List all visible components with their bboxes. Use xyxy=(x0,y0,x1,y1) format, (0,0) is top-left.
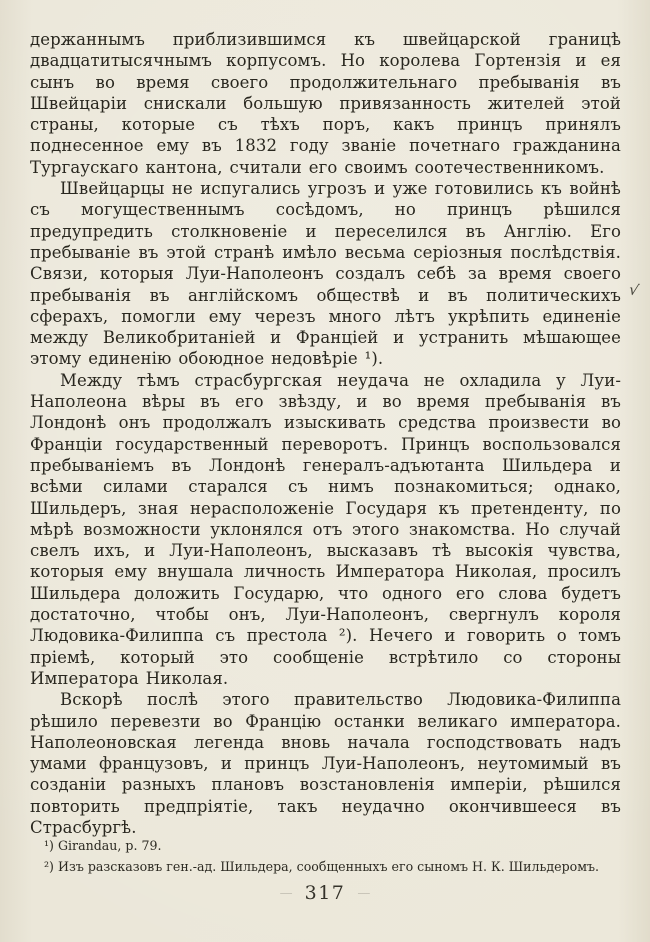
footnote-1 xyxy=(32,835,620,856)
page-footer xyxy=(0,882,650,904)
footnote-2-text: Изъ разсказовъ ген.-ад. Шильдера, сообщенныхъ его сыномъ Н. К. Шильдеромъ. xyxy=(57,859,600,874)
paragraph-1: держаннымъ приблизившимся къ швейцарской границѣ двадцатитысячнымъ корпусомъ. Но королева Гортензія и ея сынъ во время своего продолжительнаго пребыванія въ Швейцаріи снискали большую привязанность жителей этой страны, которые съ тѣхъ поръ, какъ принцъ принялъ поднесенное ему въ 1832 году званіе почетнаго гражданина Тургаускаго кантона, считали его своимъ соотечественникомъ. xyxy=(30,30,621,177)
footnotes-section xyxy=(32,835,620,877)
footnote-1-marker: ¹) xyxy=(44,838,54,853)
footnote-2 xyxy=(32,856,620,877)
footer-right-mark: — xyxy=(357,886,371,901)
paragraph-4: Вскорѣ послѣ этого правительство Людовика-Филиппа рѣшило перевезти во Францію останки великаго императора. Наполеоновская легенда вновь начала господствовать надъ умами французовъ, и принцъ Луи-Наполеонъ, неутомимый въ созданіи разныхъ плановъ возстановленія имперіи, рѣшился повторить предпріятіе, такъ неудачно окончившееся въ Страсбургѣ. xyxy=(30,690,621,837)
paragraph-3: Между тѣмъ страсбургская неудача не охладила у Луи-Наполеона вѣры въ его звѣзду, и во время пребыванія въ Лондонѣ онъ продолжалъ изыскивать средства произвести во Франціи государственный переворотъ. Принцъ воспользовался пребываніемъ въ Лондонѣ генералъ-адъютанта Шильдера и всѣми силами старался съ нимъ познакомиться; однако, Шильдеръ, зная нерасположеніе Государя къ претенденту, по мѣрѣ возможности уклонялся отъ этого знакомства. Но случай свелъ ихъ, и Луи-Наполеонъ, высказавъ тѣ высокія чувства, которыя ему внушала личность Императора Николая, просилъ Шильдера доложить Государю, что одного его слова будетъ достаточно, чтобы онъ, Луи-Наполеонъ, свергнулъ короля Людовика-Филиппа съ престола ²). Нечего и говорить о томъ пріемѣ, который это сообщеніе встрѣтило со стороны Императора Николая. xyxy=(30,370,621,688)
footer-left-mark: — xyxy=(279,886,293,901)
paragraph-2: Швейцарцы не испугались угрозъ и уже готовились къ войнѣ съ могущественнымъ сосѣдомъ, но принцъ рѣшился предупредить столкновеніе и переселился въ Англію. Его пребываніе въ этой странѣ имѣло весьма серіозныя послѣдствія. Связи, которыя Луи-Наполеонъ создалъ себѣ за время своего пребыванія въ англійскомъ обществѣ и въ политическихъ сферахъ, помогли ему черезъ много лѣтъ укрѣпить единеніе между Великобританіей и Франціей и устранить мѣшающее этому единенію обоюдное недовѣріе ¹). xyxy=(30,179,621,369)
page-number: 317 xyxy=(304,882,346,904)
footnote-2-marker: ²) xyxy=(44,859,54,874)
footnote-1-text: Girandau, p. 79. xyxy=(57,838,162,853)
page-text-block xyxy=(30,29,621,838)
handwritten-checkmark: √ xyxy=(627,280,641,300)
